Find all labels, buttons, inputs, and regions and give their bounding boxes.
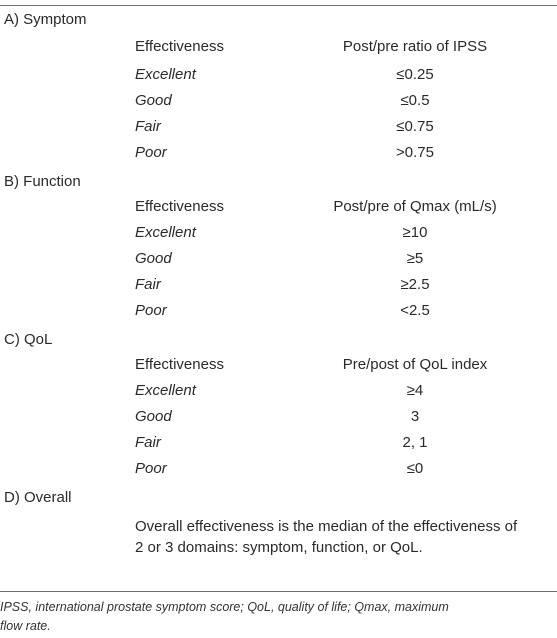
footnote-line: IPSS, international prostate symptom score; QoL, quality of life; Qmax, maximum [0,600,449,614]
table-row [0,378,557,404]
table-row [0,456,557,482]
overall-description [135,516,545,558]
grade-label: Fair [135,118,161,135]
grade-label: Fair [135,276,161,293]
table-row [0,88,557,114]
footnote-line: flow rate. [0,619,51,633]
grade-value: ≤0.25 [396,66,434,83]
section-label-function: B) Function [4,173,81,190]
grade-label: Good [135,92,172,109]
table-row [0,298,557,324]
table-top-rule [0,5,557,6]
overall-text-line: Overall effectiveness is the median of the effectiveness of [135,518,518,535]
table-row [0,220,557,246]
header-row [0,194,557,220]
grade-value: <2.5 [400,302,430,319]
section-label-qol: C) QoL [4,331,53,348]
table-footnote [0,598,552,636]
grade-label: Poor [135,460,167,477]
grade-label: Good [135,250,172,267]
grade-label: Excellent [135,382,196,399]
grade-value: ≤0.5 [400,92,430,109]
section-label-symptom: A) Symptom [4,11,87,28]
grade-label: Excellent [135,224,196,241]
grade-value: >0.75 [396,144,434,161]
column-header-effectiveness: Effectiveness [135,38,224,55]
grade-value: ≥4 [406,382,424,399]
table-row [0,62,557,88]
grade-value: 3 [410,408,420,425]
header-row [0,352,557,378]
grade-value: 2, 1 [402,434,428,451]
grade-value: ≥2.5 [400,276,430,293]
overall-text-line: 2 or 3 domains: symptom, function, or QoL. [135,539,423,556]
section-label-overall: D) Overall [4,489,72,506]
grade-value: ≥5 [406,250,424,267]
table-row [0,246,557,272]
grade-label: Good [135,408,172,425]
column-header-effectiveness: Effectiveness [135,356,224,373]
table-row [0,430,557,456]
column-header-measure: Pre/post of QoL index [342,356,488,373]
table-bottom-rule [0,591,557,592]
column-header-measure: Post/pre of Qmax (mL/s) [333,198,497,215]
table-row [0,140,557,166]
grade-label: Poor [135,302,167,319]
grade-value: ≤0 [406,460,424,477]
column-header-measure: Post/pre ratio of IPSS [342,38,488,55]
table-row [0,404,557,430]
grade-value: ≥10 [402,224,428,241]
table-row [0,114,557,140]
grade-label: Fair [135,434,161,451]
column-header-effectiveness: Effectiveness [135,198,224,215]
table-row [0,272,557,298]
grade-label: Poor [135,144,167,161]
grade-value: ≤0.75 [396,118,434,135]
grade-label: Excellent [135,66,196,83]
header-row [0,34,557,60]
